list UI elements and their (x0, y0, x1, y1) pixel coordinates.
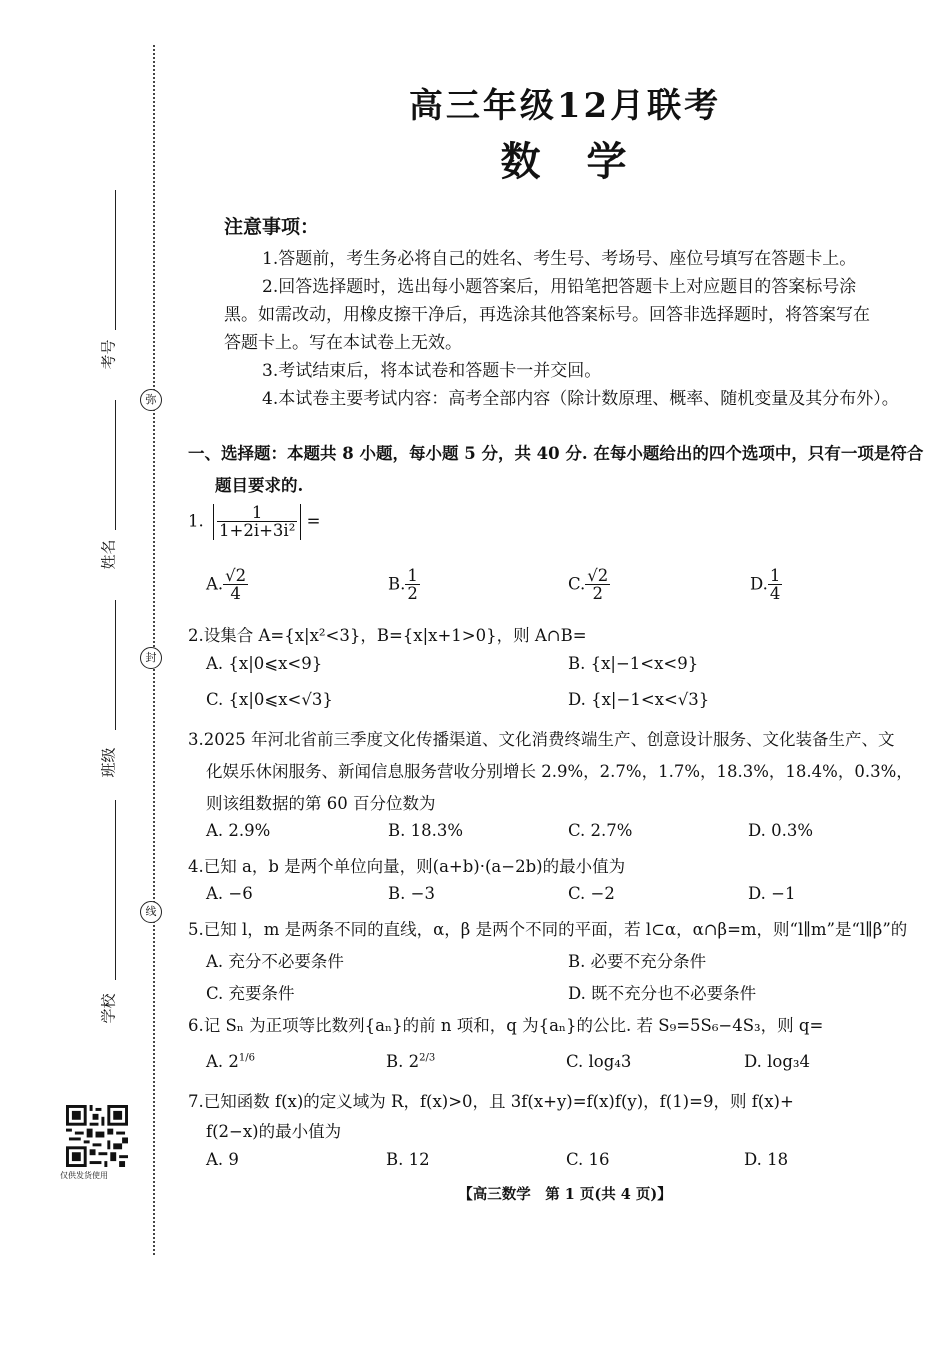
question-1 (188, 504, 320, 540)
notice-line-1: 1.答题前，考生务必将自己的姓名、考生号、考场号、座位号填写在答题卡上。 (262, 249, 857, 269)
banji-fill-line (115, 600, 116, 730)
q6-option-b: B. $2^{2/3}$ (386, 1052, 436, 1071)
qr-code-icon (66, 1105, 128, 1167)
xingming-fill-line (115, 400, 116, 530)
question-6-stem: 6.记 Sₙ 为正项等比数列{aₙ}的前 n 项和，q 为{aₙ}的公比. 若 S₉=5S₆−4S₃，则 q= (188, 1016, 824, 1035)
q1-option-a: A. $\frac{√2}{4}$ (206, 566, 247, 604)
q5-option-a: A. 充分不必要条件 (206, 952, 344, 971)
xingming-label: 姓名 (99, 539, 118, 570)
q5-option-b: B. 必要不充分条件 (568, 952, 707, 971)
q1-equals: = (306, 511, 321, 531)
q1-numerator: 1 (217, 504, 297, 522)
q4-option-b: B. −3 (388, 884, 435, 903)
page-footer: 【高三数学 第 1 页(共 4 页)】 (458, 1186, 672, 1203)
exam-title: 高三年级12月联考 (408, 86, 722, 126)
q5-option-c: C. 充要条件 (206, 984, 295, 1003)
q6-option-c: C. log₄3 (566, 1052, 632, 1071)
notice-heading: 注意事项： (224, 216, 320, 238)
q3-option-d: D. 0.3% (748, 821, 814, 840)
q3-option-b: B. 18.3% (388, 821, 464, 840)
q3-option-a: A. 2.9% (206, 821, 271, 840)
qr-caption: 仅供发货使用 (60, 1171, 108, 1180)
q6-option-d: D. log₃4 (744, 1052, 811, 1071)
question-7-line1: 7.已知函数 f(x)的定义域为 R，f(x)>0，且 3f(x+y)=f(x)f(y)，f(1)=9，则 f(x)+ (188, 1092, 794, 1111)
question-5-stem: 5.已知 l，m 是两条不同的直线，α，β 是两个不同的平面，若 l⊂α，α∩β=m，则“l∥m”是“l∥β”的 (188, 920, 908, 939)
q1-option-c: C. $\frac{√2}{2}$ (568, 566, 609, 604)
q7-option-c: C. 16 (566, 1150, 610, 1169)
seal-xian: 线 (140, 901, 162, 923)
banji-label: 班级 (99, 747, 118, 778)
question-2-stem: 2.设集合 A={x|x²<3}，B={x|x+1>0}，则 A∩B= (188, 626, 587, 645)
q1-denominator: 1+2i+3i² (219, 521, 296, 541)
xuexiao-label: 学校 (99, 993, 118, 1024)
q1-option-d: D. $\frac{1}{4}$ (750, 566, 781, 604)
notice-line-3: 黑。如需改动，用橡皮擦干净后，再选涂其他答案标号。回答非选择题时，将答案写在 (224, 305, 870, 325)
q4-option-c: C. −2 (568, 884, 615, 903)
q2-option-a: A. {x|0⩽x<9} (206, 654, 323, 673)
notice-line-4: 答题卡上。写在本试卷上无效。 (224, 333, 462, 353)
q7-option-a: A. 9 (206, 1150, 239, 1169)
q1-option-b: B. $\frac{1}{2}$ (388, 566, 418, 604)
seal-mi: 弥 (140, 389, 162, 411)
question-3-line2: 化娱乐休闲服务、新闻信息服务营收分别增长 2.9%，2.7%，1.7%，18.3%，18.4%，0.3%， (206, 762, 913, 781)
q2-option-d: D. {x|−1<x<√3} (568, 690, 710, 709)
seal-feng: 封 (140, 647, 162, 669)
kaohao-label: 考号 (99, 339, 118, 370)
q3-option-c: C. 2.7% (568, 821, 633, 840)
question-3-line1: 3.2025 年河北省前三季度文化传播渠道、文化消费终端生产、创意设计服务、文化装备生产、文 (188, 730, 895, 749)
q1-number: 1. (188, 511, 204, 531)
q7-option-b: B. 12 (386, 1150, 430, 1169)
section1-heading-line1: 一、选择题：本题共 8 小题，每小题 5 分，共 40 分. 在每小题给出的四个选项中，只有一项是符合 (188, 444, 924, 463)
q4-option-d: D. −1 (748, 884, 796, 903)
q2-option-b: B. {x|−1<x<9} (568, 654, 699, 673)
xuexiao-fill-line (115, 800, 116, 980)
question-7-line2: f(2−x)的最小值为 (206, 1122, 342, 1141)
q7-option-d: D. 18 (744, 1150, 789, 1169)
section1-heading-line2: 题目要求的. (215, 476, 304, 495)
kaohao-fill-line (115, 190, 116, 330)
question-4-stem: 4.已知 a，b 是两个单位向量，则(a+b)·(a−2b)的最小值为 (188, 857, 626, 876)
subject-title: 数 学 (500, 138, 630, 185)
notice-line-2: 2.回答选择题时，选出每小题答案后，用铅笔把答题卡上对应题目的答案标号涂 (262, 277, 857, 297)
question-3-line3: 则该组数据的第 60 百分位数为 (206, 794, 436, 813)
notice-line-6: 4.本试卷主要考试内容：高考全部内容（除计数原理、概率、随机变量及其分布外）。 (262, 389, 899, 409)
q4-option-a: A. −6 (206, 884, 253, 903)
q6-option-a: A. $2^{1/6}$ (206, 1052, 255, 1071)
q2-option-c: C. {x|0⩽x<√3} (206, 690, 333, 709)
notice-line-5: 3.考试结束后，将本试卷和答题卡一并交回。 (262, 361, 602, 381)
q5-option-d: D. 既不充分也不必要条件 (568, 984, 757, 1003)
